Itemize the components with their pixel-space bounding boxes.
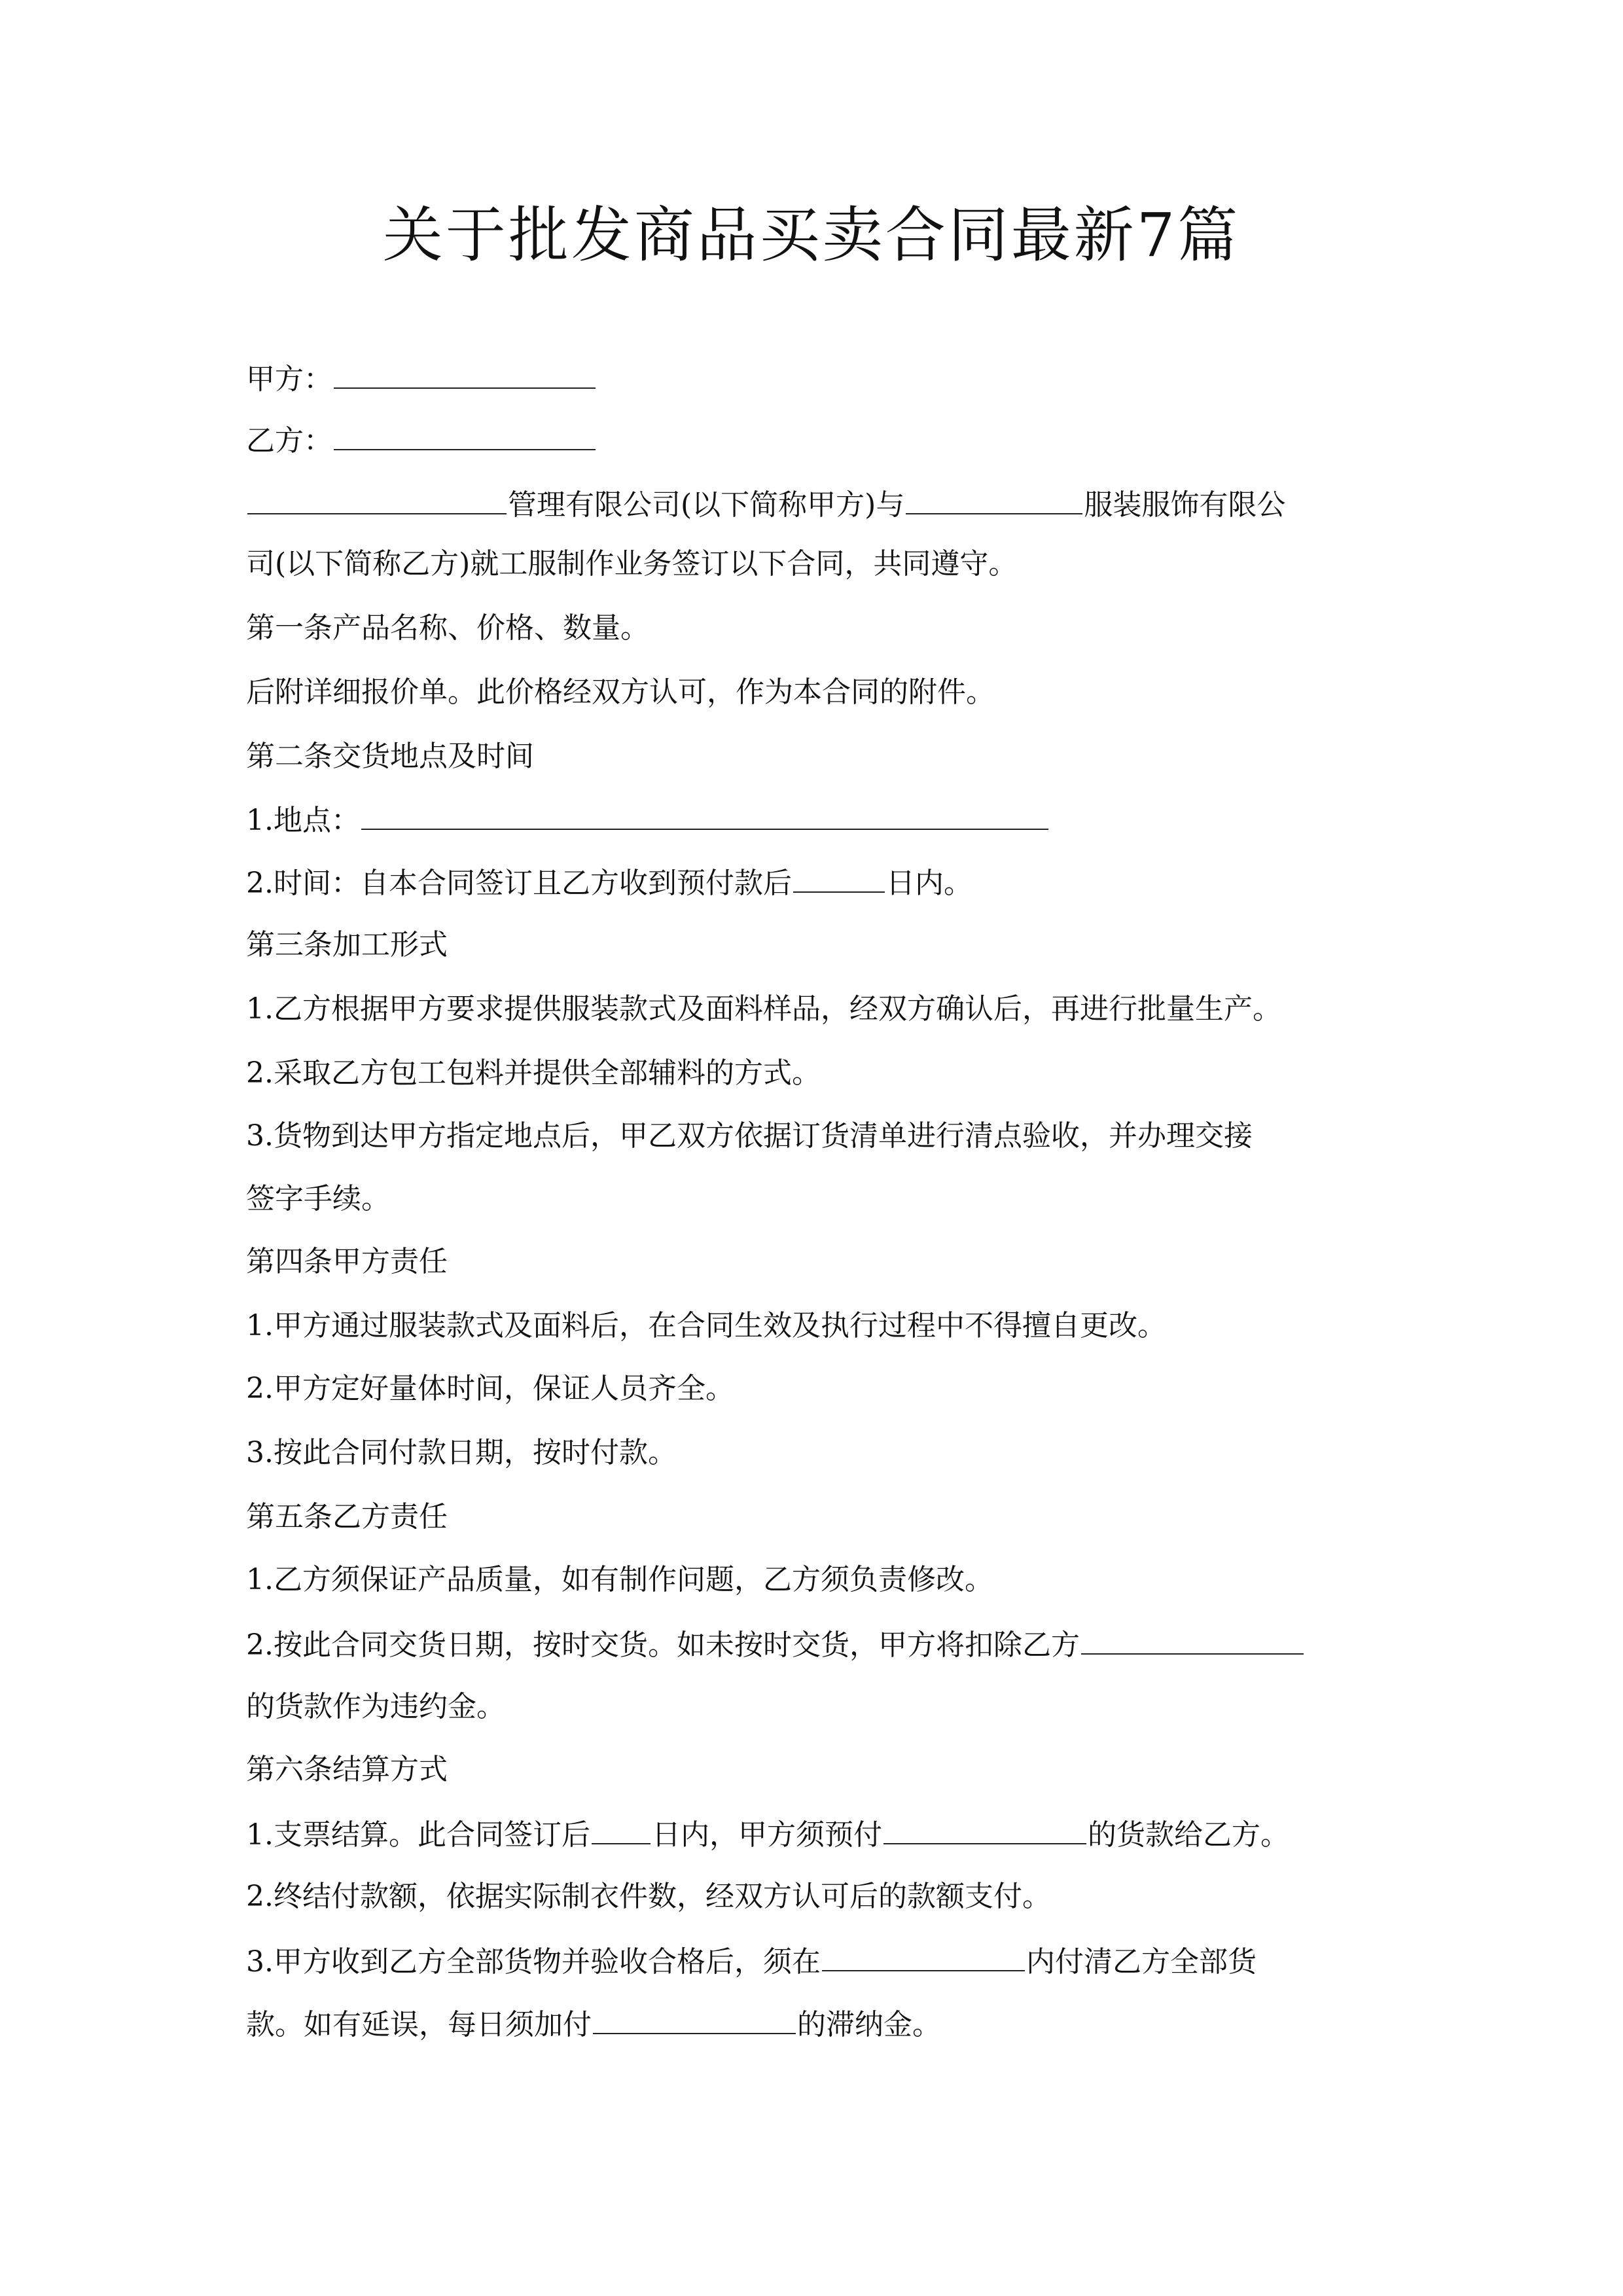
party-a-label: 甲方： <box>246 363 332 396</box>
time-text-a: 2.时间：自本合同签订且乙方收到预付款后 <box>246 867 792 900</box>
party-b-line <box>246 420 597 461</box>
article-3-item-3b: 签字手续。 <box>246 1182 390 1215</box>
late-fee-text-a: 款。如有延误，每日须加付 <box>246 2008 592 2041</box>
check-text-a: 1.支票结算。此合同签订后 <box>246 1818 590 1852</box>
time-text-b: 日内。 <box>885 867 972 900</box>
settle-period-blank <box>822 1941 1025 1971</box>
article-2-item-2 <box>246 863 972 903</box>
article-3-item-1: 1.乙方根据甲方要求提供服装款式及面料样品，经双方确认后，再进行批量生产。 <box>246 992 1281 1026</box>
article-5-item-1: 1.乙方须保证产品质量，如有制作问题，乙方须负责修改。 <box>246 1563 993 1596</box>
days-blank <box>793 863 885 893</box>
article-3-title: 第三条加工形式 <box>246 928 448 961</box>
late-fee-text-b: 的滞纳金。 <box>797 2008 941 2041</box>
company-a-blank <box>247 484 507 514</box>
company-b-blank <box>906 484 1082 514</box>
article-2-title: 第二条交货地点及时间 <box>246 740 534 773</box>
intro-line-1 <box>246 484 1285 525</box>
intro-text-1b: 服装服饰有限公 <box>1084 488 1286 522</box>
article-6-item-3a <box>246 1941 1257 1982</box>
penalty-blank <box>1081 1624 1304 1655</box>
article-4-item-2: 2.甲方定好量体时间，保证人员齐全。 <box>246 1372 734 1405</box>
article-4-item-1: 1.甲方通过服装款式及面料后，在合同生效及执行过程中不得擅自更改。 <box>246 1309 1166 1342</box>
location-label: 1.地点： <box>246 804 360 837</box>
party-b-blank <box>334 420 596 450</box>
location-blank <box>361 800 1048 830</box>
article-2-item-1 <box>246 800 1050 840</box>
settle-text-a: 3.甲方收到乙方全部货物并验收合格后，须在 <box>246 1945 821 1979</box>
settle-text-b: 内付清乙方全部货 <box>1026 1945 1257 1979</box>
party-a-line <box>246 359 597 399</box>
check-text-b: 日内，甲方须预付 <box>651 1818 882 1852</box>
intro-text-1a: 管理有限公司(以下简称甲方)与 <box>508 488 905 522</box>
delivery-text: 2.按此合同交货日期，按时交货。如未按时交货，甲方将扣除乙方 <box>246 1628 1080 1662</box>
prepay-amount-blank <box>883 1814 1086 1844</box>
article-5-item-2a <box>246 1624 1305 1665</box>
article-1-title: 第一条产品名称、价格、数量。 <box>246 611 649 645</box>
article-1-text: 后附详细报价单。此价格经双方认可，作为本合同的附件。 <box>246 675 995 709</box>
article-4-item-3: 3.按此合同付款日期，按时付款。 <box>246 1436 677 1469</box>
party-b-label: 乙方： <box>246 424 332 457</box>
article-3-item-3a: 3.货物到达甲方指定地点后，甲乙双方依据订货清单进行清点验收，并办理交接 <box>246 1119 1253 1153</box>
article-5-item-2b: 的货款作为违约金。 <box>246 1690 505 1723</box>
check-text-c: 的货款给乙方。 <box>1087 1818 1289 1852</box>
prepay-days-blank <box>592 1814 651 1844</box>
article-3-item-2: 2.采取乙方包工包料并提供全部辅料的方式。 <box>246 1056 821 1090</box>
article-6-item-3b <box>246 2004 941 2045</box>
article-6-item-2: 2.终结付款额，依据实际制衣件数，经双方认可后的款额支付。 <box>246 1880 1051 1913</box>
late-fee-blank <box>593 2004 796 2034</box>
party-a-blank <box>334 359 596 389</box>
article-6-item-1 <box>246 1814 1289 1855</box>
intro-line-2: 司(以下简称乙方)就工服制作业务签订以下合同，共同遵守。 <box>246 547 1018 581</box>
document-title: 关于批发商品买卖合同最新7篇 <box>382 200 1241 270</box>
article-5-title: 第五条乙方责任 <box>246 1500 448 1534</box>
article-4-title: 第四条甲方责任 <box>246 1245 448 1278</box>
article-6-title: 第六条结算方式 <box>246 1753 448 1786</box>
